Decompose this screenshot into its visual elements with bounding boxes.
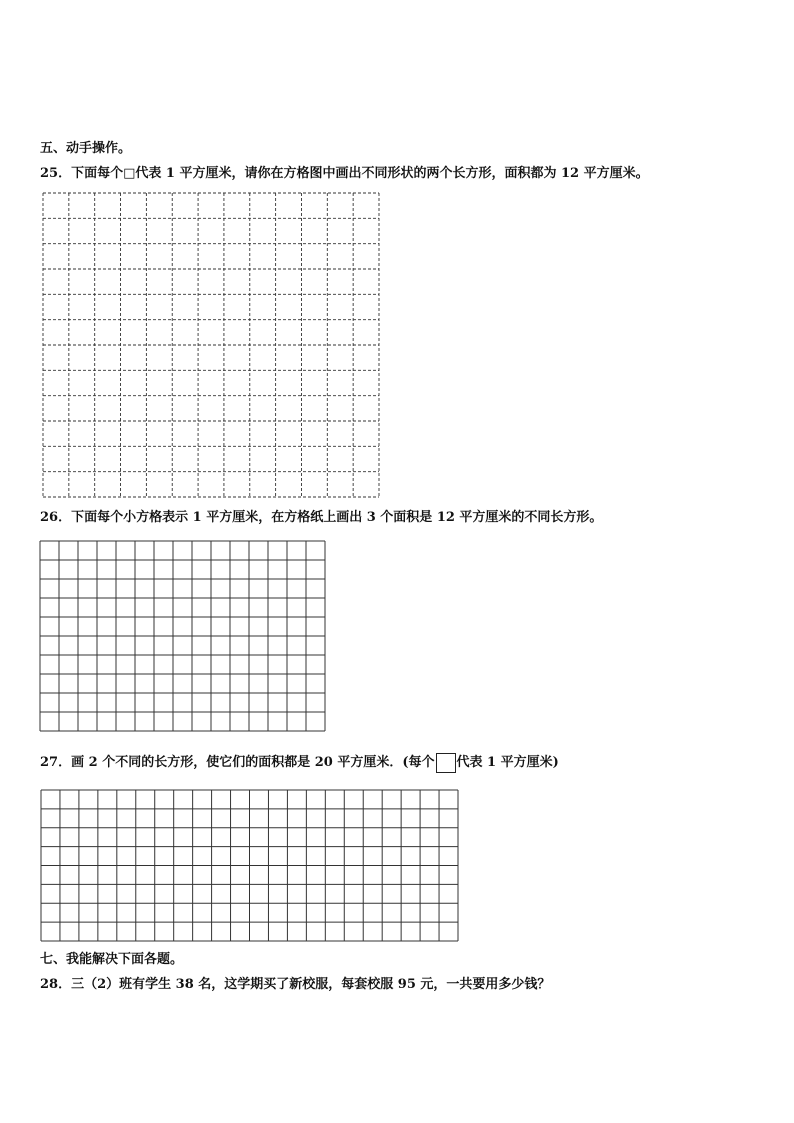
question-27-number: 27． [40, 755, 72, 770]
question-25-number: 25． [40, 166, 72, 181]
q27-grid[interactable] [40, 789, 459, 942]
question-27 [40, 752, 559, 774]
question-27-text-after: 代表 1 平方厘米) [456, 755, 559, 770]
unit-square-icon [436, 753, 456, 773]
section-7-heading: 七、我能解决下面各题。 [40, 952, 184, 967]
question-26-text: 下面每个小方格表示 1 平方厘米，在方格纸上画出 3 个面积是 12 平方厘米的不同长方形。 [71, 510, 603, 525]
question-25-text: 下面每个□代表 1 平方厘米，请你在方格图中画出不同形状的两个长方形，面积都为 12 平方厘米。 [71, 166, 649, 181]
question-28-number: 28． [40, 977, 72, 992]
question-26 [40, 510, 602, 526]
question-28-text: 三（2）班有学生 38 名，这学期买了新校服，每套校服 95 元，一共要用多少钱？ [71, 977, 551, 992]
q26-grid[interactable] [39, 540, 326, 732]
question-26-number: 26． [40, 510, 72, 525]
section-5-heading: 五、动手操作。 [40, 141, 132, 156]
q25-grid[interactable] [42, 192, 380, 498]
question-27-text-before: 画 2 个不同的长方形，使它们的面积都是 20 平方厘米．(每个 [71, 755, 435, 770]
question-25 [40, 166, 649, 182]
question-28 [40, 977, 550, 993]
